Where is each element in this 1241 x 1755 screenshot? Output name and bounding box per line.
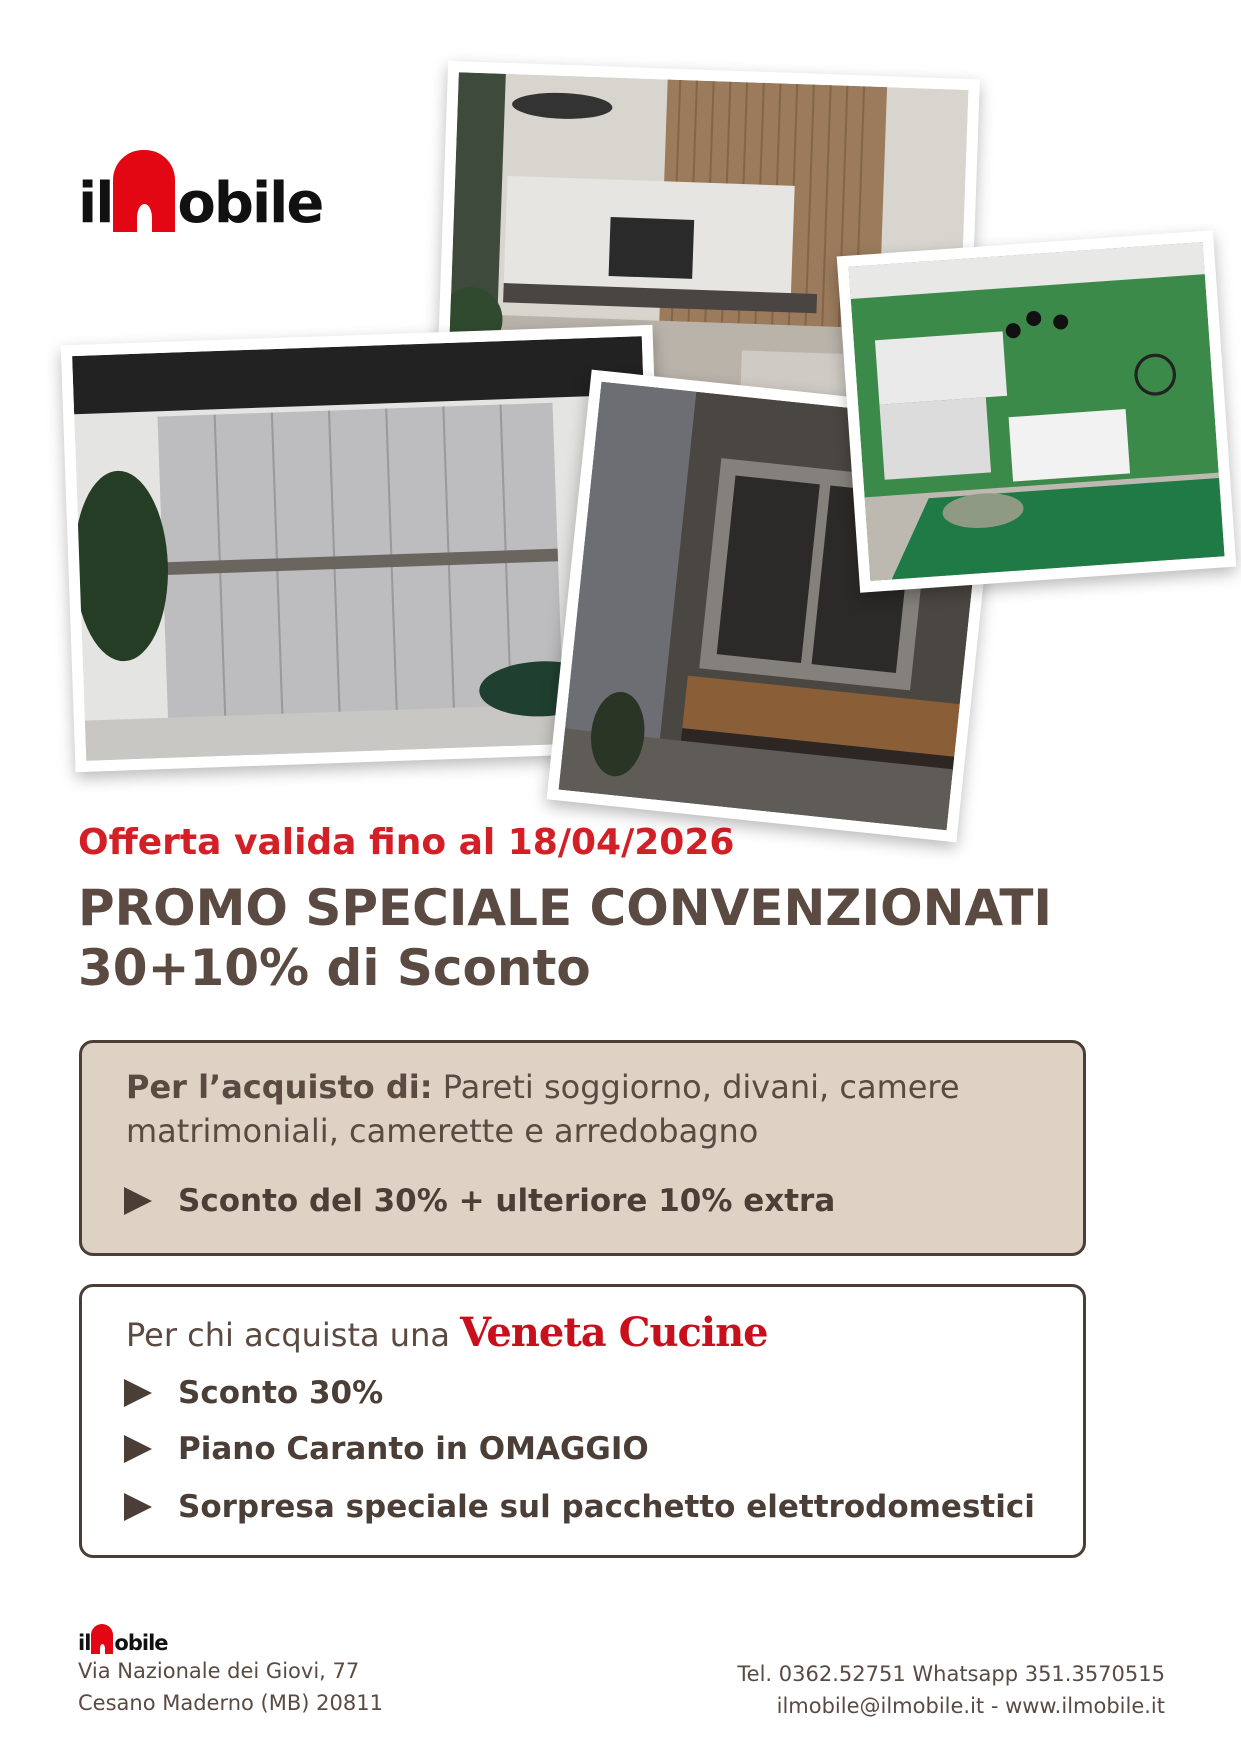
offer1-lead [126,1065,960,1153]
play-triangle-icon [124,1493,152,1521]
offer1-lead-bold: Per l’acquisto di: [126,1068,433,1106]
logo-m-mark [91,1624,113,1654]
address-line-2: Cesano Maderno (MB) 20811 [78,1691,383,1715]
photo-kids-bedroom [837,230,1237,592]
logo-text-obile: obile [177,171,323,236]
address-line-1: Via Nazionale dei Giovi, 77 [78,1659,360,1683]
offer2-lead-text: Per chi acquista una [126,1316,450,1354]
title-line-2: 30+10% di Sconto [78,939,591,997]
offer-box-veneta-cucine [79,1284,1086,1558]
offer1-lead-text2: matrimoniali, camerette e arredobagno [126,1112,759,1150]
logo-m-mark [113,150,175,232]
logo-text-il: il [78,1631,91,1655]
page-title [78,878,1052,998]
offer1-bullet [124,1183,835,1219]
offer2-bullet [124,1375,383,1411]
offer2-lead [126,1311,768,1357]
brand-logo [78,150,323,236]
offer2-bullet-text: Sconto 30% [178,1375,384,1411]
offer1-lead-text: Pareti soggiorno, divani, camere [432,1068,960,1106]
footer-contacts [737,1658,1165,1722]
footer-logo [78,1624,168,1654]
offer1-bullet-text: Sconto del 30% + ulteriore 10% extra [178,1183,836,1219]
offer-validity: Offerta valida fino al 18/04/2026 [78,822,735,863]
offer2-bullet-text: Piano Caranto in OMAGGIO [178,1431,649,1467]
contacts-email-web: ilmobile@ilmobile.it - www.ilmobile.it [776,1694,1165,1718]
veneta-cucine-logo: Veneta Cucine [459,1309,768,1356]
logo-text-obile: obile [114,1631,168,1655]
offer2-bullet [124,1489,1035,1525]
title-line-1: PROMO SPECIALE CONVENZIONATI [78,879,1053,937]
play-triangle-icon [124,1187,152,1215]
offer2-bullet [124,1431,649,1467]
offer-box-furniture [79,1040,1086,1256]
footer-address [78,1655,383,1719]
play-triangle-icon [124,1379,152,1407]
contacts-phone: Tel. 0362.52751 Whatsapp 351.3570515 [737,1662,1165,1686]
play-triangle-icon [124,1435,152,1463]
offer2-bullet-text: Sorpresa speciale sul pacchetto elettrodomestici [178,1489,1035,1525]
bedroom-image [848,242,1224,581]
logo-text-il: il [78,171,113,236]
